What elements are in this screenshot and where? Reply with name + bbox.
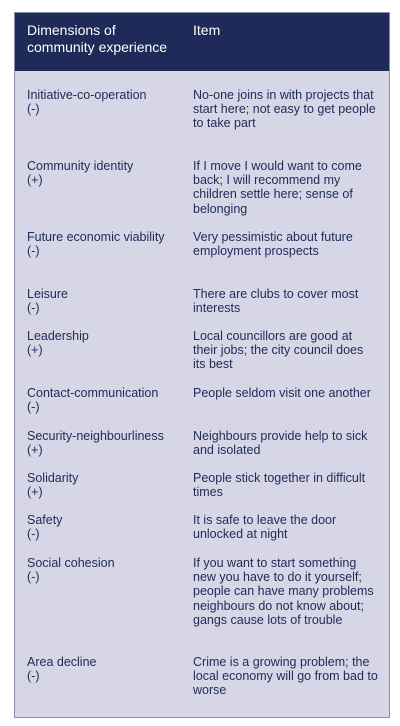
item-cell: People stick together in difficult times [193,471,366,500]
dimension-name: Social cohesion [27,556,115,570]
item-cell: If I move I would want to come back; I will recommend my children settle here; sense of belonging [193,159,362,216]
dimension-cell [27,429,182,457]
item-cell: No-one joins in with projects that start here; not easy to get people to take part [193,88,376,131]
dimension-cell [27,88,182,116]
dimension-name: Area decline [27,655,97,669]
header-item: Item [193,22,221,38]
dimension-sign: (-) [27,669,40,684]
dimension-sign: (-) [27,527,40,542]
table-header [15,13,389,71]
dimension-name: Initiative-co-operation [27,88,147,102]
dimension-name: Solidarity [27,471,79,485]
dimension-sign: (-) [27,244,40,259]
dimension-name: Safety [27,513,63,527]
dimension-sign: (-) [27,400,40,415]
dimension-name: Community identity [27,159,134,173]
item-cell: If you want to start something new you have to do it yourself; people can have many problems neighbours do not know about; gangs cause lots of trouble [193,556,374,627]
dimension-sign: (+) [27,173,43,188]
dimension-cell [27,655,182,683]
dimension-cell [27,513,182,541]
dimension-cell [27,159,182,187]
dimension-sign: (+) [27,343,43,358]
item-cell: People seldom visit one another [193,386,371,400]
dimension-cell [27,556,182,584]
header-dimensions: Dimensions of community experience [27,22,168,55]
item-cell: Crime is a growing problem; the local economy will go from bad to worse [193,655,378,698]
dimension-sign: (+) [27,443,43,458]
item-cell: Local councillors are good at their jobs; the city council does its best [193,329,364,372]
item-cell: Very pessimistic about future employment prospects [193,230,353,259]
dimension-cell [27,471,182,499]
dimension-sign: (+) [27,485,43,500]
item-cell: It is safe to leave the door unlocked at night [193,513,337,542]
dimension-name: Future economic viability [27,230,165,244]
dimension-name: Security-neighbourliness [27,429,164,443]
dimension-sign: (-) [27,301,40,316]
dimension-sign: (-) [27,102,40,117]
dimension-cell [27,329,182,357]
dimension-cell [27,386,182,414]
dimension-sign: (-) [27,570,40,585]
community-experience-table [14,12,390,718]
dimension-name: Leadership [27,329,89,343]
item-cell: There are clubs to cover most interests [193,287,359,316]
dimension-cell [27,230,182,258]
dimension-name: Leisure [27,287,68,301]
dimension-name: Contact-communication [27,386,159,400]
item-cell: Neighbours provide help to sick and isolated [193,429,368,458]
dimension-cell [27,287,182,315]
